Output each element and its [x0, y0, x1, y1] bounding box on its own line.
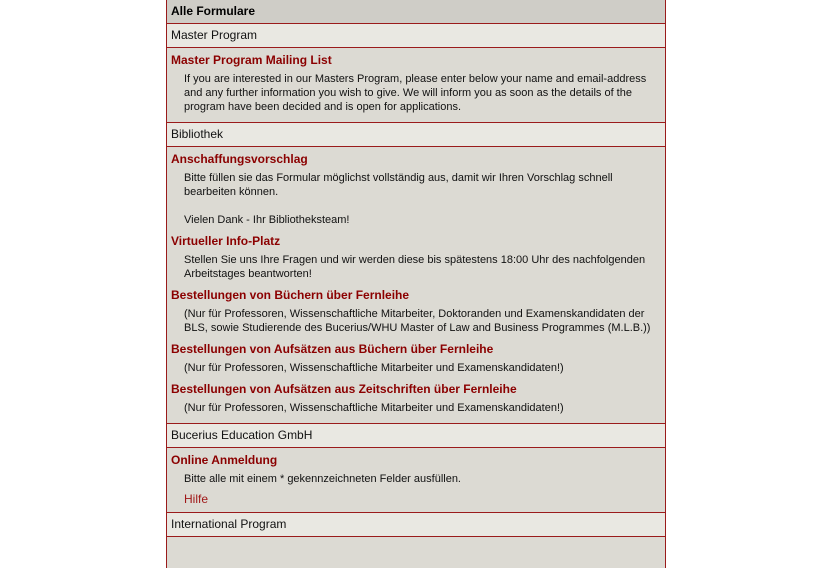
description-text: (Nur für Professoren, Wissenschaftliche Mitarbeiter, Doktoranden und Examenskandidaten der BLS, sowie Studierende des Bucerius/WHU Master of Law and Business Programmes (M.L.B.))	[184, 308, 651, 334]
description-text: (Nur für Professoren, Wissenschaftliche Mitarbeiter und Examenskandidaten!)	[184, 362, 564, 374]
section-header-international-program: International Program	[167, 513, 665, 537]
form-link-online-anmeldung[interactable]: Online Anmeldung	[171, 453, 278, 467]
form-description	[184, 401, 661, 415]
help-link[interactable]: Hilfe	[184, 492, 209, 506]
description-text: If you are interested in our Masters Program, please enter below your name and email-address and any further information you wish to give. We will inform you as soon as the details of the program have been decided and is open for applications.	[184, 73, 647, 113]
page-title: Alle Formulare	[167, 0, 665, 24]
form-description	[184, 472, 661, 486]
description-text: (Nur für Professoren, Wissenschaftliche Mitarbeiter und Examenskandidaten!)	[184, 402, 564, 414]
form-description	[184, 307, 661, 335]
section-header-bibliothek: Bibliothek	[167, 123, 665, 147]
forms-panel	[166, 0, 666, 568]
form-link-master-mailing-list[interactable]: Master Program Mailing List	[171, 53, 332, 67]
form-description	[184, 361, 661, 375]
description-text: Bitte füllen sie das Formular möglichst vollständig aus, damit wir Ihren Vorschlag schnell bearbeiten können.	[184, 172, 613, 198]
form-description	[184, 253, 661, 281]
form-link-buecher-fernleihe[interactable]: Bestellungen von Büchern über Fernleihe	[171, 288, 410, 302]
description-text: Stellen Sie uns Ihre Fragen und wir werden diese bis spätestens 18:00 Uhr des nachfolgenden Arbeitstages beantworten!	[184, 254, 646, 280]
form-link-aufsaetze-buecher-fernleihe[interactable]: Bestellungen von Aufsätzen aus Büchern über Fernleihe	[171, 342, 494, 356]
section-header-bucerius-education: Bucerius Education GmbH	[167, 424, 665, 448]
group-bibliothek	[167, 147, 665, 424]
section-header-master-program: Master Program	[167, 24, 665, 48]
form-link-virtueller-info-platz[interactable]: Virtueller Info-Platz	[171, 234, 281, 248]
form-link-anschaffungsvorschlag[interactable]: Anschaffungsvorschlag	[171, 152, 308, 166]
group-master-program	[167, 48, 665, 123]
form-link-aufsaetze-zeitschriften-fernleihe[interactable]: Bestellungen von Aufsätzen aus Zeitschriften über Fernleihe	[171, 382, 517, 396]
description-text: Vielen Dank - Ihr Bibliotheksteam!	[184, 214, 350, 226]
form-description	[184, 72, 661, 114]
group-bucerius-education	[167, 448, 665, 513]
description-text: Bitte alle mit einem * gekennzeichneten Felder ausfüllen.	[184, 473, 461, 485]
form-description	[184, 171, 661, 227]
